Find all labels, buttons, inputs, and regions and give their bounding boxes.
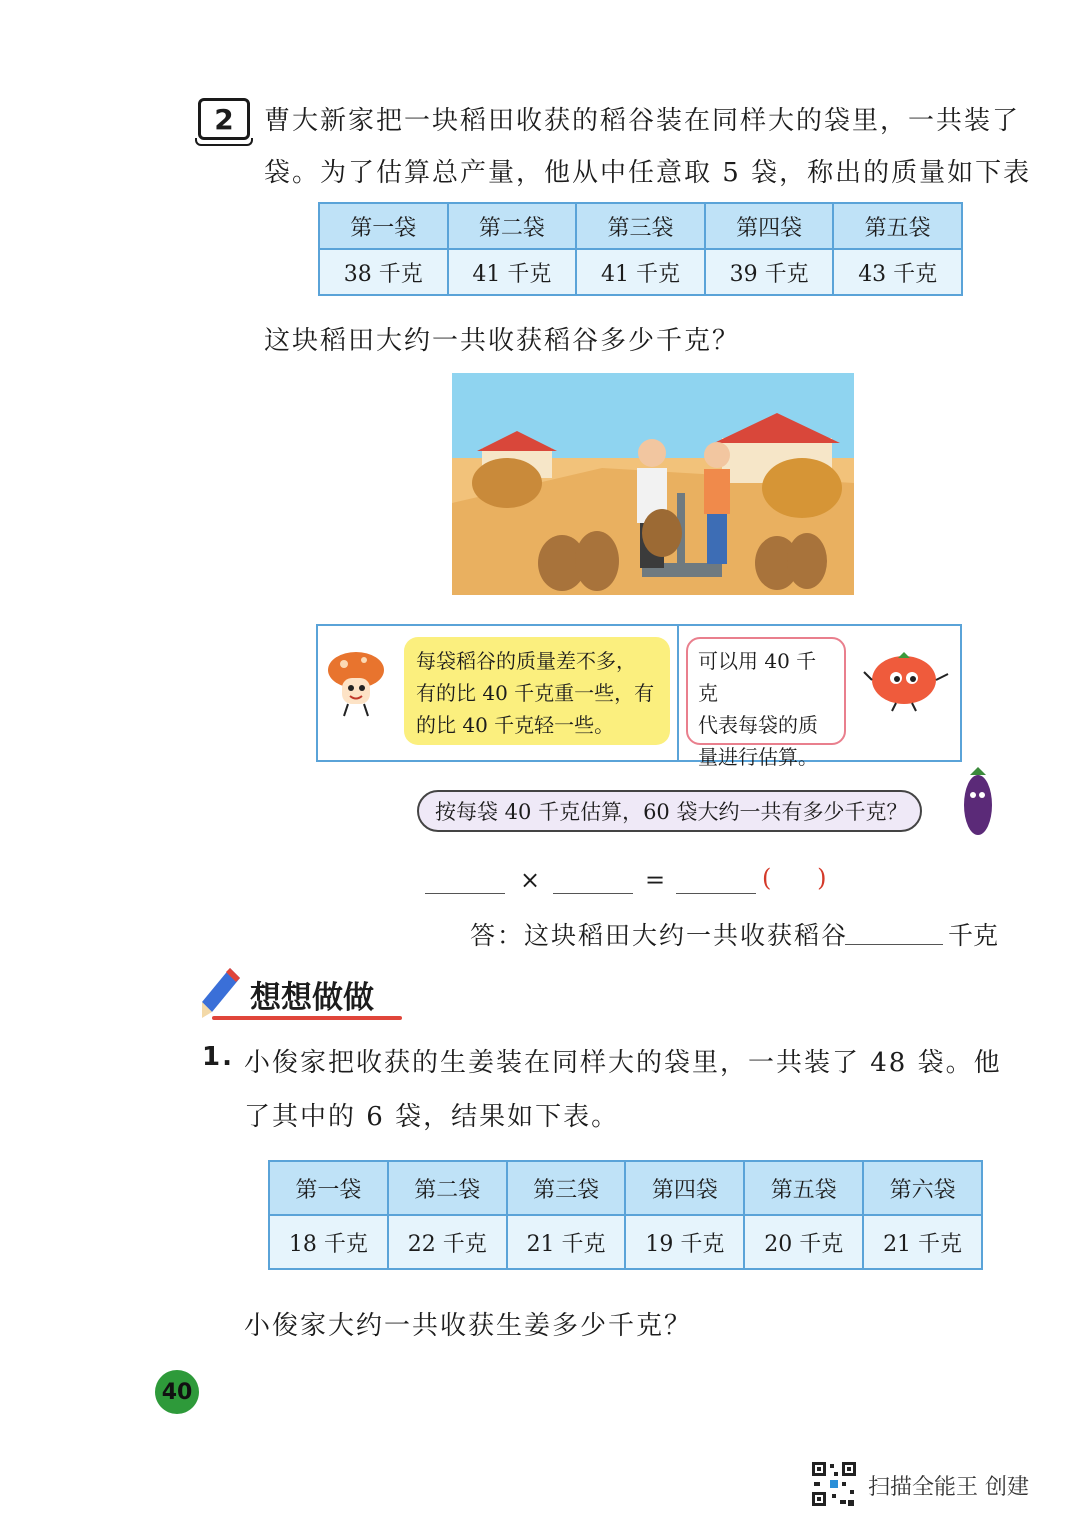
table-value-cell: 21 千克 bbox=[863, 1215, 982, 1269]
answer-prefix: 答：这块稻田大约一共收获稻谷 bbox=[470, 921, 849, 950]
rice-weight-table bbox=[318, 202, 963, 296]
times-sign: × bbox=[520, 866, 541, 894]
scanner-watermark-text: 扫描全能王 创建 bbox=[868, 1475, 1029, 1500]
table-value-cell: 38 千克 bbox=[319, 249, 448, 295]
eggplant-character-icon bbox=[960, 765, 990, 840]
equation-blank-2[interactable] bbox=[553, 893, 633, 894]
speech-bubble-right bbox=[686, 637, 846, 769]
speech-line: 的比 40 千克轻一些。 bbox=[416, 713, 615, 737]
section-underline bbox=[212, 1016, 402, 1020]
table-value-cell: 39 千克 bbox=[705, 249, 834, 295]
example-number-badge bbox=[198, 98, 250, 140]
exercise-question: 小俊家大约一共收获生姜多少千克？ bbox=[244, 1311, 693, 1341]
table-header-cell: 第二袋 bbox=[388, 1161, 507, 1215]
speech-line: 量进行估算。 bbox=[698, 745, 818, 769]
table-header-cell: 第四袋 bbox=[625, 1161, 744, 1215]
equation-blank-1[interactable] bbox=[425, 893, 505, 894]
prompt-bubble bbox=[417, 790, 922, 832]
example-question: 这块稻田大约一共收获稻谷多少千克？ bbox=[264, 326, 741, 356]
table-value-cell: 41 千克 bbox=[576, 249, 705, 295]
answer-blank[interactable] bbox=[845, 944, 943, 945]
table-value-cell: 18 千克 bbox=[269, 1215, 388, 1269]
exercise-text-line1: 小俊家把收获的生姜装在同样大的袋里，一共装了 48 袋。他 bbox=[244, 1048, 1002, 1078]
exercise-text-line2: 了其中的 6 袋，结果如下表。 bbox=[244, 1102, 620, 1132]
equals-sign: = bbox=[645, 866, 666, 894]
page-number: 40 bbox=[161, 1379, 193, 1405]
speech-line: 可以用 40 千克 bbox=[698, 649, 817, 705]
pencil-icon bbox=[200, 966, 244, 1020]
unit-paren: ( ) bbox=[762, 864, 827, 892]
equation-blank-3[interactable] bbox=[676, 893, 756, 894]
example-number: 2 bbox=[214, 102, 234, 136]
mushroom-character-icon bbox=[326, 648, 386, 720]
exercise-number: 1. bbox=[202, 1042, 234, 1072]
speech-bubble-left bbox=[404, 637, 670, 745]
ginger-weight-table bbox=[268, 1160, 983, 1270]
answer-suffix: 千克 bbox=[948, 921, 999, 950]
table-value-cell: 20 千克 bbox=[744, 1215, 863, 1269]
table-header-cell: 第五袋 bbox=[744, 1161, 863, 1215]
table-header-cell: 第一袋 bbox=[319, 203, 448, 249]
table-value-cell: 41 千克 bbox=[448, 249, 577, 295]
harvest-illustration bbox=[452, 373, 854, 595]
example-text-line2: 袋。为了估算总产量，他从中任意取 5 袋，称出的质量如下表 bbox=[264, 158, 1032, 188]
table-header-cell: 第四袋 bbox=[705, 203, 834, 249]
table-value-cell: 22 千克 bbox=[388, 1215, 507, 1269]
dialog-divider bbox=[677, 624, 679, 762]
speech-line: 每袋稻谷的质量差不多， bbox=[416, 649, 636, 673]
table-header-cell: 第三袋 bbox=[507, 1161, 626, 1215]
table-header-cell: 第六袋 bbox=[863, 1161, 982, 1215]
table-header-cell: 第三袋 bbox=[576, 203, 705, 249]
table-header-cell: 第一袋 bbox=[269, 1161, 388, 1215]
tomato-character-icon bbox=[862, 650, 952, 712]
prompt-text: 按每袋 40 千克估算，60 袋大约一共有多少千克？ bbox=[435, 800, 908, 824]
table-value-cell: 43 千克 bbox=[833, 249, 962, 295]
table-header-cell: 第二袋 bbox=[448, 203, 577, 249]
section-title: 想想做做 bbox=[250, 980, 374, 1016]
speech-line: 代表每袋的质 bbox=[698, 713, 818, 737]
example-text-line1: 曹大新家把一块稻田收获的稻谷装在同样大的袋里，一共装了 bbox=[264, 106, 1021, 136]
speech-line: 有的比 40 千克重一些，有 bbox=[416, 681, 655, 705]
table-value-cell: 21 千克 bbox=[507, 1215, 626, 1269]
table-header-cell: 第五袋 bbox=[833, 203, 962, 249]
page-number-badge bbox=[155, 1370, 199, 1414]
qr-code-icon bbox=[810, 1460, 858, 1508]
table-value-cell: 19 千克 bbox=[625, 1215, 744, 1269]
